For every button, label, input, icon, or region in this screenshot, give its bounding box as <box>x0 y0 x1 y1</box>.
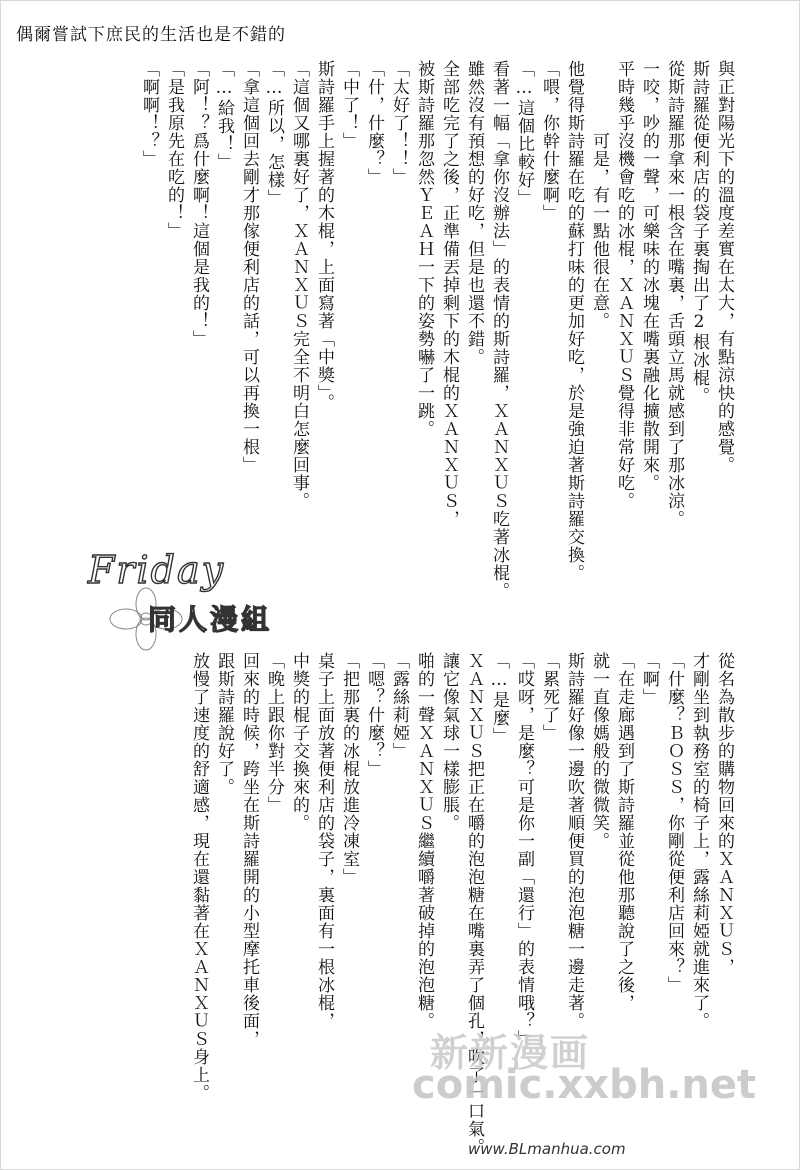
watermark-cn: 新新漫画 <box>430 1031 591 1075</box>
text-line: 從名為散步的購物回來的ＸＡＮＸＵＳ， <box>714 652 734 976</box>
text-line: 「阿！？爲什麼啊！這個是我的！」 <box>189 60 209 348</box>
text-line: 他覺得斯詩羅在吃的蘇打味的更加好吃，於是強迫著斯詩羅交換。 <box>564 60 584 582</box>
watermark-site: www.BLmanhua.com <box>468 1140 626 1158</box>
text-line: 「露絲莉婭」 <box>389 652 409 760</box>
text-line: 啪的一聲ＸＡＮＸＵＳ繼續嚼著破掉的泡泡糖。 <box>414 652 434 1030</box>
text-line: 「累死了」 <box>539 652 559 742</box>
text-line: 「這個又哪裏好了，ＸＡＮＸＵＳ完全不明白怎麼回事。 <box>289 60 309 510</box>
text-line: 看著一幅「拿你沒辦法」的表情的斯詩羅，ＸＡＮＸＵＳ吃著冰棍。 <box>489 60 509 600</box>
text-line: 一咬，吵的一聲，可樂味的冰塊在嘴裏融化擴散開來。 <box>639 60 659 492</box>
text-line: 「什麼？ＢＯＳＳ，你剛從便利店回來？」 <box>664 652 684 994</box>
text-line: 從斯詩羅那拿來一根含在嘴裏，舌頭立馬就感到了那冰涼。 <box>664 60 684 528</box>
text-line: 「嗯？什麼？」 <box>364 652 384 778</box>
text-line: 才剛坐到執務室的椅子上，露絲莉婭就進來了。 <box>689 652 709 1030</box>
text-line: 回來的時候，跨坐在斯詩羅開的小型摩托車後面， <box>239 652 259 1048</box>
text-line: 被斯詩羅那忽然ＹＥＡＨ一下的姿勢嚇了一跳。 <box>414 60 434 438</box>
text-line: 讓它像氣球一樣膨脹。 <box>439 652 459 832</box>
text-line: 「…是麼」 <box>489 652 509 745</box>
text-line: 斯詩羅從便利店的袋子裏掏出了2根冰棍。 <box>689 60 709 405</box>
text-line: 「…所以，怎樣」 <box>264 60 284 207</box>
text-line: 「在走廊遇到了斯詩羅並從他那聽說了之後， <box>614 652 634 1012</box>
logo-script-text: Friday <box>88 548 226 592</box>
text-line: 「啊啊！？」 <box>139 60 159 168</box>
text-line: 「晚上跟你對半分」 <box>264 652 284 814</box>
text-line: 「太好了！！」 <box>389 60 409 186</box>
text-line: 桌子上面放著便利店的袋子，裏面有一根冰棍， <box>314 652 334 1030</box>
text-line: 平時幾乎沒機會吃的冰棍，ＸＡＮＸＵＳ覺得非常好吃。 <box>614 60 634 510</box>
text-line: 跟斯詩羅說好了。 <box>214 652 234 796</box>
text-line: 「什，什麼？」 <box>364 60 384 186</box>
text-line: 「哎呀，是麼？可是你一副「還行」的表情哦？」 <box>514 652 534 1048</box>
text-line: 「拿這個回去剛才那傢便利店的話，可以再換一根」 <box>239 60 259 474</box>
text-line: 「…這個比較好」 <box>514 60 534 207</box>
text-line: 就一直像媽般的微微笑。 <box>589 652 609 850</box>
logo-sub-text: 同人漫組 <box>148 603 273 636</box>
text-line: 「是我原先在吃的！」 <box>164 60 184 240</box>
text-line: 與正對陽光下的溫度差實在太大，有點涼快的感覺。 <box>714 60 734 474</box>
group-logo <box>88 548 298 656</box>
text-line: 斯詩羅好像一邊吹著順便買的泡泡糖一邊走著。 <box>564 652 584 1030</box>
text-line: 斯詩羅手上握著的木棍，上面寫著「中獎」。 <box>314 60 334 412</box>
text-line: 「中了！」 <box>339 60 359 150</box>
text-line: 「把那裏的冰棍放進冷凍室」 <box>339 652 359 886</box>
text-line: 「喂，你幹什麼啊」 <box>539 60 559 222</box>
text-line: 「啊」 <box>639 652 659 706</box>
text-line: 放慢了速度的舒適感，現在還黏著在ＸＡＮＸＵＳ身上。 <box>189 652 209 1102</box>
text-line: 全部吃完了之後，正準備丟掉剩下的木棍的ＸＡＮＸＵＳ， <box>439 60 459 528</box>
text-line: 可是，有一點他很在意。 <box>589 60 609 330</box>
page-title: 偶爾嘗試下庶民的生活也是不錯的 <box>16 25 286 45</box>
text-line: 中獎的棍子交換來的。 <box>289 652 309 832</box>
watermark-url: comic.xxbh.net <box>412 1062 757 1108</box>
text-line: 雖然沒有預想的好吃，但是也還不錯。 <box>464 60 484 366</box>
text-line: ＸＡＮＸＵＳ把正在嚼的泡泡糖在嘴裏弄了個孔，吹了一口氣。 <box>464 652 484 1156</box>
text-line: 「…給我！」 <box>214 60 234 171</box>
